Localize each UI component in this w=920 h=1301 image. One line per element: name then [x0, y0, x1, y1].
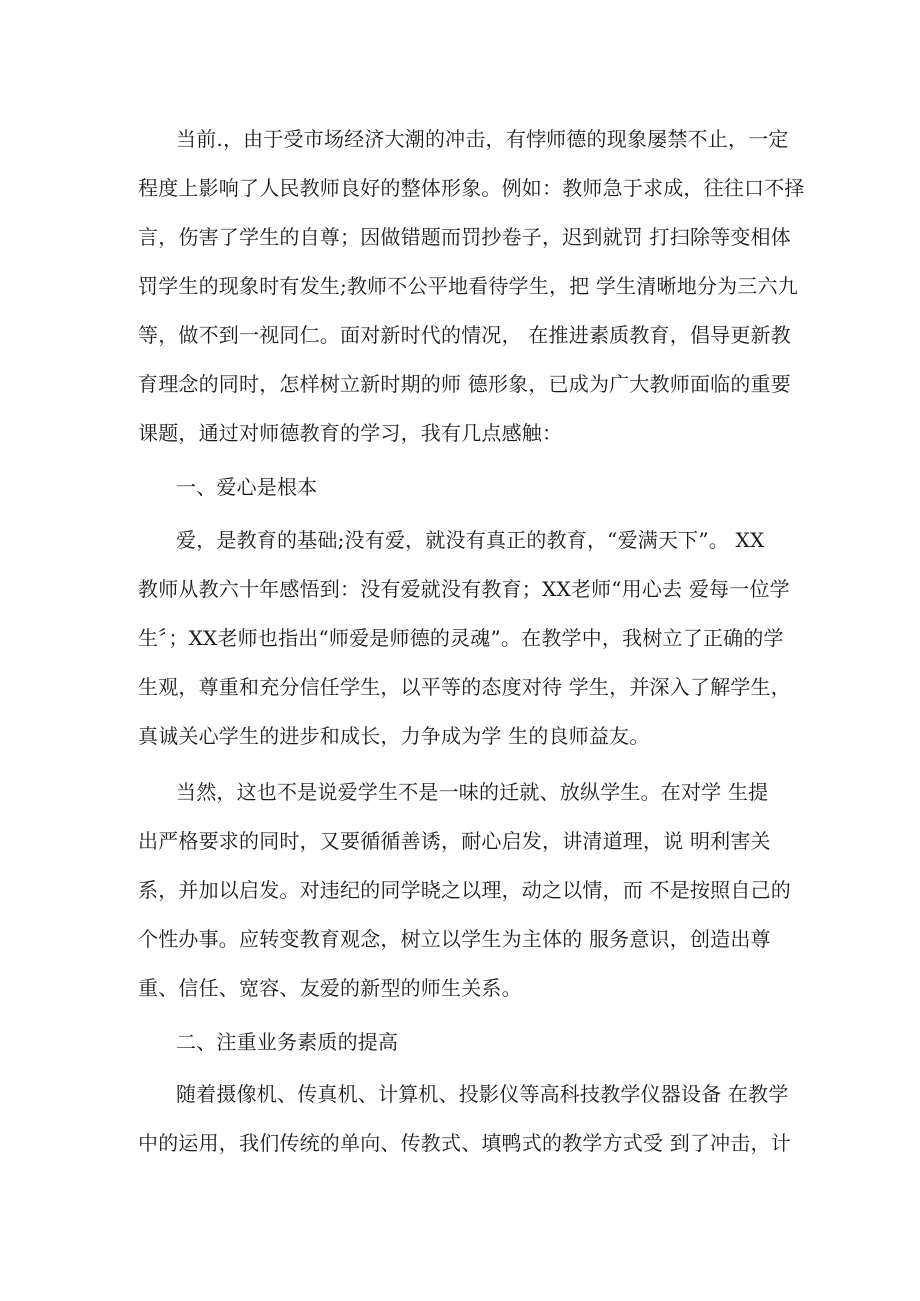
paragraph-2-line-5	[0, 718, 920, 754]
text-line: 程度上影响了人民教师良好的整体形象。例如：教师急于求成，往往口不择	[138, 176, 805, 200]
paragraph-3-line-3	[0, 872, 920, 908]
paragraph-1-line-4	[0, 268, 920, 304]
text-line: 系，并加以启发。对违纪的同学晓之以理，动之以情，而 不是按照自己的	[138, 878, 791, 902]
text-line: 生〞；XX老师也指出“师爱是师德的灵魂”。在教学中，我树立了正确的学	[138, 626, 784, 650]
text-line: 当前.，由于受市场经济大潮的冲击，有悖师德的现象屡禁不止，一定	[176, 127, 789, 151]
text-line: 课题，通过对师德教育的学习，我有几点感触：	[138, 421, 563, 445]
section-heading-text: 二、注重业务素质的提高	[176, 1030, 399, 1054]
text-line: 言，伤害了学生的自尊；因做错题而罚抄卷子，迟到就罚 打扫除等变相体	[138, 225, 791, 249]
paragraph-3-line-5	[0, 970, 920, 1006]
paragraph-4-line-2	[0, 1125, 920, 1161]
text-line: 重、信任、宽容、友爱的新型的师生关系。	[138, 976, 522, 1000]
paragraph-2-line-3	[0, 620, 920, 656]
text-line: 爱，是教育的基础;没有爱，就没有真正的教育，“爱满天下”。 XX	[176, 528, 765, 552]
paragraph-1-line-5	[0, 317, 920, 353]
paragraph-3-line-1	[0, 774, 920, 810]
paragraph-4-line-1	[0, 1076, 920, 1112]
section-heading-2	[0, 1024, 920, 1060]
paragraph-2-line-4	[0, 669, 920, 705]
section-heading-text: 一、爱心是根本	[176, 475, 318, 499]
text-line: 教师从教六十年感悟到：没有爱就没有教育；XX老师“用心去 爱每一位学	[138, 577, 790, 601]
paragraph-1-line-6	[0, 366, 920, 402]
text-line: 罚学生的现象时有发生;教师不公平地看待学生，把 学生清晰地分为三六九	[138, 274, 798, 298]
paragraph-2-line-1	[0, 522, 920, 558]
text-line: 等，做不到一视同仁。面对新时代的情况， 在推进素质教育，倡导更新教	[138, 323, 791, 347]
text-line: 育理念的同时，怎样树立新时期的师 德形象，已成为广大教师面临的重要	[138, 372, 791, 396]
paragraph-1-line-1	[0, 121, 920, 157]
text-line: 当然，这也不是说爱学生不是一味的迁就、放纵学生。在对学 生提	[176, 780, 769, 804]
paragraph-3-line-2	[0, 823, 920, 859]
paragraph-1-line-3	[0, 219, 920, 255]
section-heading-1	[0, 469, 920, 505]
paragraph-1-line-7	[0, 415, 920, 451]
text-line: 中的运用，我们传统的单向、传教式、填鸭式的教学方式受 到了冲击，计	[138, 1131, 791, 1155]
paragraph-3-line-4	[0, 921, 920, 957]
text-line: 个性办事。应转变教育观念，树立以学生为主体的 服务意识，创造出尊	[138, 927, 771, 951]
text-line: 生观，尊重和充分信任学生，以平等的态度对待 学生，并深入了解学生，	[138, 675, 791, 699]
text-line: 真诚关心学生的进步和成长，力争成为学 生的良师益友。	[138, 724, 650, 748]
paragraph-1-line-2	[0, 170, 920, 206]
text-line: 随着摄像机、传真机、计算机、投影仪等高科技教学仪器设备 在教学	[176, 1082, 789, 1106]
paragraph-2-line-2	[0, 571, 920, 607]
text-line: 出严格要求的同时，又要循循善诱，耐心启发，讲清道理，说 明利害关	[138, 829, 771, 853]
